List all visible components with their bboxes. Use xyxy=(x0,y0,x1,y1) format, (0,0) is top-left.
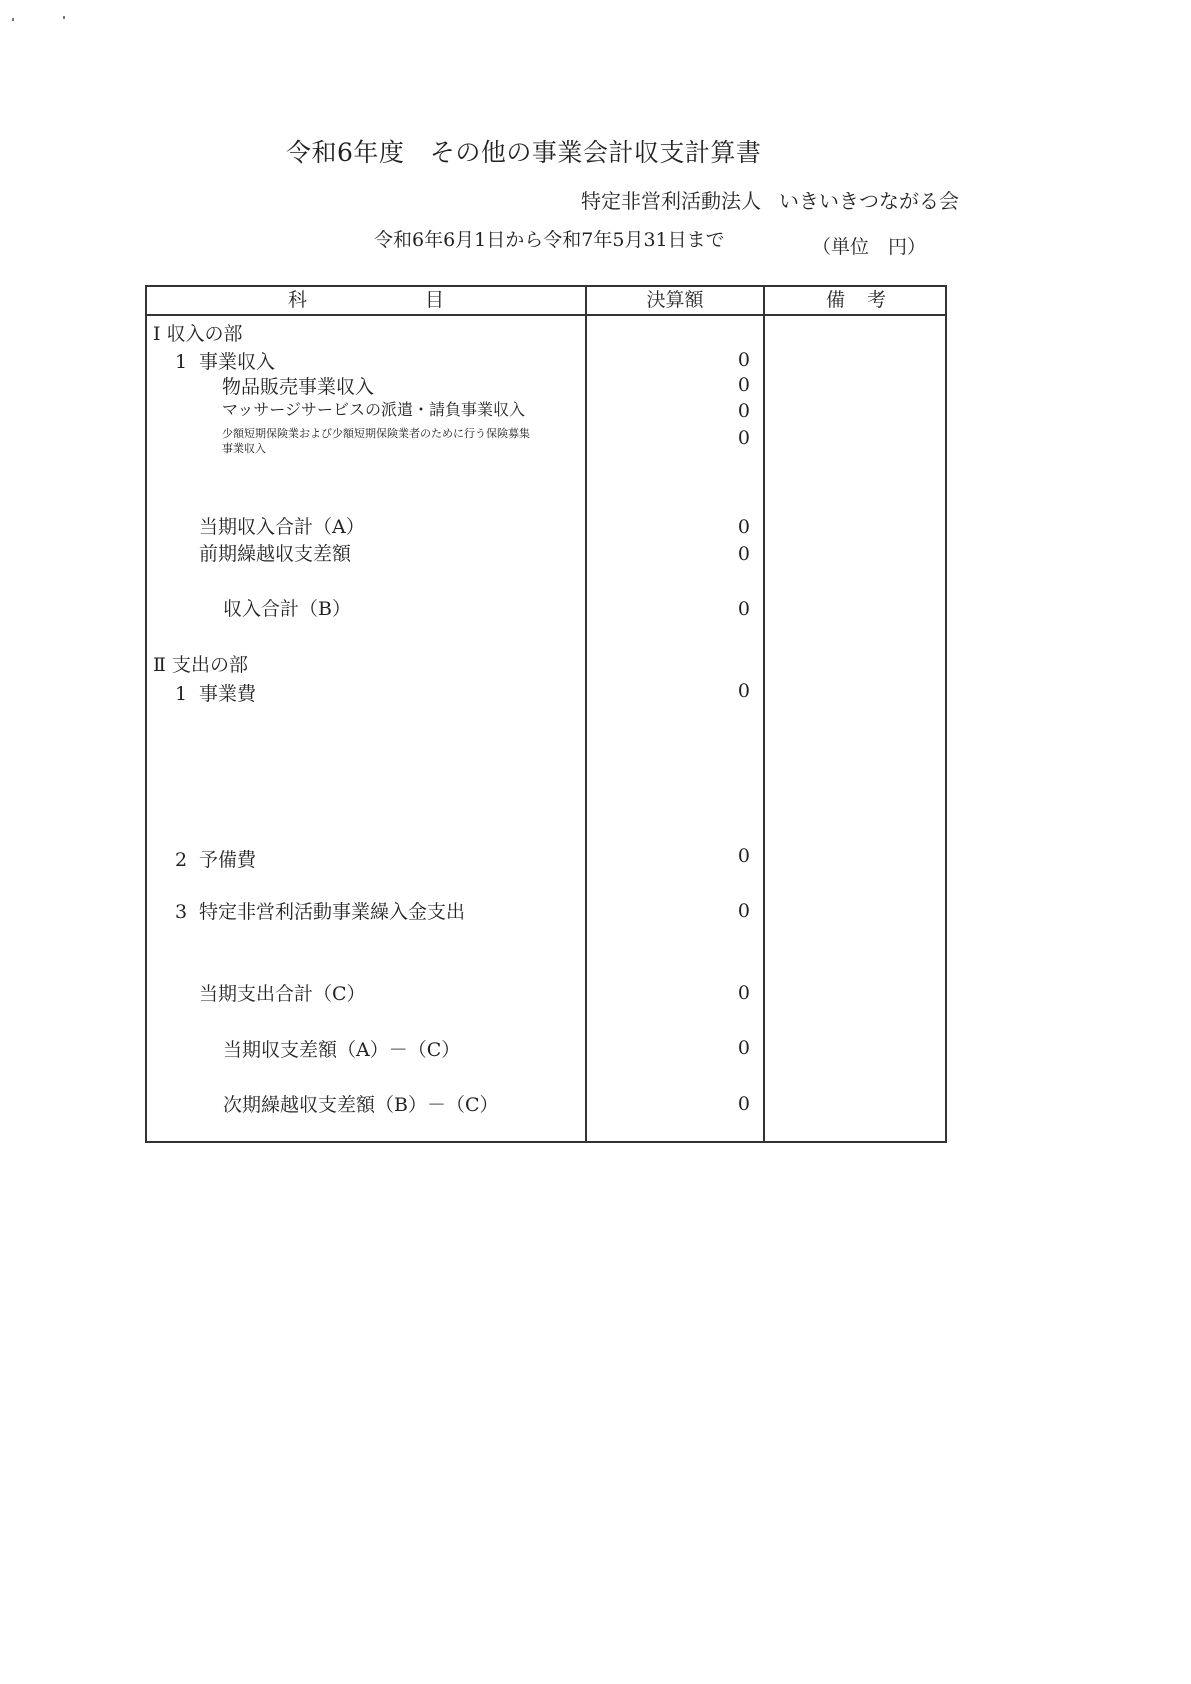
row-number: 1 xyxy=(175,351,188,373)
row-label: 事業費 xyxy=(199,683,257,705)
value-insurance-solicitation: 0 xyxy=(737,427,750,449)
value-business-expenses: 0 xyxy=(737,680,750,702)
column-divider xyxy=(763,287,765,1141)
table-row-merchandise-sales: 物品販売事業収入 xyxy=(222,376,375,398)
table-row-business-income xyxy=(175,351,275,373)
fiscal-period: 令和6年6月1日から令和7年5月31日まで xyxy=(374,229,725,251)
row-number: 2 xyxy=(175,849,188,871)
table-row-insurance-solicitation: 少額短期保険業および少額短期保険業者のために行う保険募集 xyxy=(222,427,530,440)
table-row-insurance-solicitation-line2: 事業収入 xyxy=(222,442,266,455)
scan-speck xyxy=(12,18,14,21)
value-next-carryover: 0 xyxy=(737,1093,750,1115)
value-current-balance: 0 xyxy=(737,1037,750,1059)
row-number: 1 xyxy=(175,683,188,705)
organization-type: 特定非営利活動法人 xyxy=(581,189,761,213)
value-massage-service: 0 xyxy=(737,400,750,422)
organization-name: いきいきつながる会 xyxy=(779,189,959,213)
value-reserve-fund: 0 xyxy=(737,845,750,867)
value-current-income-total: 0 xyxy=(737,516,750,538)
row-label: 特定非営利活動事業繰入金支出 xyxy=(199,901,466,923)
table-row-current-income-total: 当期収入合計（A） xyxy=(199,516,365,538)
header-amount: 決算額 xyxy=(646,289,704,311)
table-row-reserve-fund xyxy=(175,849,256,871)
header-subject xyxy=(147,287,585,314)
value-prior-carryover: 0 xyxy=(737,543,750,565)
header-remarks xyxy=(765,287,947,314)
header-subject-left: 科 xyxy=(287,289,307,311)
value-business-income: 0 xyxy=(737,349,750,371)
value-npo-transfer: 0 xyxy=(737,900,750,922)
value-income-total: 0 xyxy=(737,598,750,620)
table-row-current-expense-total: 当期支出合計（C） xyxy=(199,983,366,1005)
value-current-expense-total: 0 xyxy=(737,982,750,1004)
header-divider xyxy=(147,314,945,316)
row-label: 事業収入 xyxy=(199,351,276,373)
value-merchandise-sales: 0 xyxy=(737,374,750,396)
row-label: 予備費 xyxy=(199,849,257,871)
table-row-massage-service: マッサージサービスの派遣・請負事業収入 xyxy=(222,400,526,419)
header-subject-right: 目 xyxy=(425,289,445,311)
table-row-income-total: 収入合計（B） xyxy=(223,598,351,620)
table-row-current-balance: 当期収支差額（A）－（C） xyxy=(223,1039,461,1061)
income-expense-table xyxy=(145,285,947,1143)
table-row-prior-carryover: 前期繰越収支差額 xyxy=(199,543,352,565)
scan-speck xyxy=(63,16,65,19)
section-expense-heading: Ⅱ 支出の部 xyxy=(153,654,248,676)
header-remarks-right: 考 xyxy=(867,289,887,311)
document-title: 令和6年度 その他の事業会計収支計算書 xyxy=(286,138,762,167)
table-row-npo-transfer xyxy=(175,901,465,923)
table-row-next-carryover: 次期繰越収支差額（B）－（C） xyxy=(223,1094,499,1116)
table-row-business-expenses xyxy=(175,683,256,705)
currency-unit: （単位 円） xyxy=(812,236,927,258)
header-remarks-left: 備 xyxy=(825,289,845,311)
section-income-heading: Ⅰ 収入の部 xyxy=(153,323,243,345)
row-number: 3 xyxy=(175,901,188,923)
organization-line xyxy=(581,185,959,214)
